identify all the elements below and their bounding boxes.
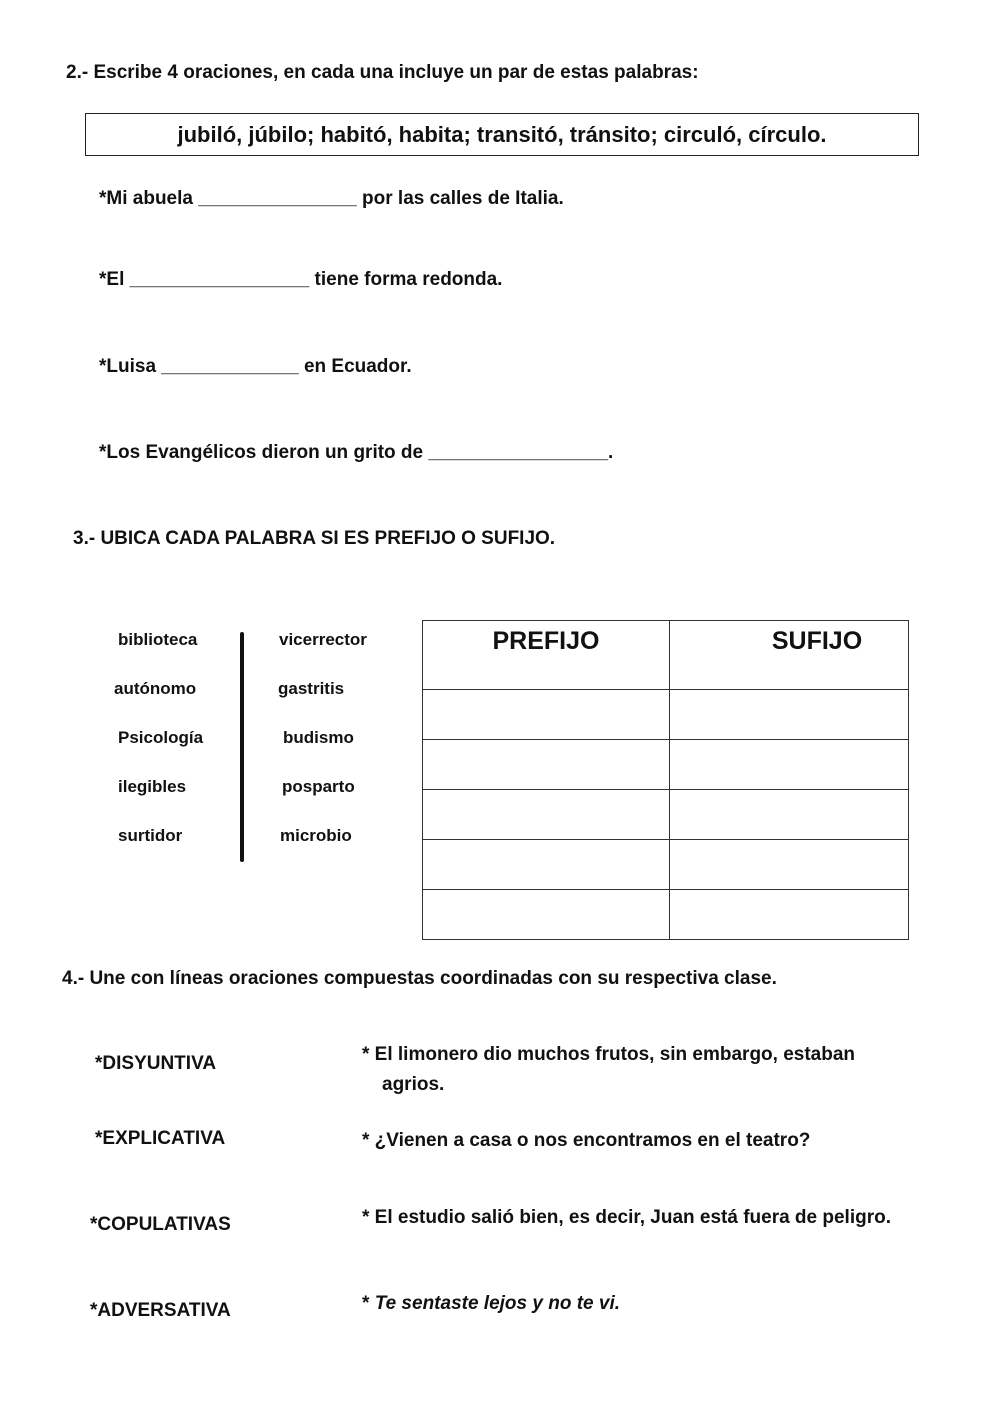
option-2: * ¿Vienen a casa o nos encontramos en el teatro? <box>362 1130 811 1151</box>
word-bank-text: jubiló, júbilo; habitó, habita; transitó, tránsito; circuló, círculo. <box>177 121 827 147</box>
left-word-4: ilegibles <box>118 777 187 796</box>
prefijo-header: PREFIJO <box>423 621 670 690</box>
prefijo-cell[interactable] <box>423 790 670 840</box>
sufijo-cell[interactable] <box>670 840 909 890</box>
right-word-5: microbio <box>280 826 352 845</box>
word-bank-box <box>85 113 919 156</box>
sufijo-cell[interactable] <box>670 890 909 940</box>
option-1-line-1: * El limonero dio muchos frutos, sin embargo, estaban <box>362 1044 856 1065</box>
right-word-1: vicerrector <box>279 630 367 649</box>
left-word-5: surtidor <box>118 826 183 845</box>
sufijo-cell[interactable] <box>670 740 909 790</box>
sentence-2: *El _________________ tiene forma redonda. <box>99 269 503 290</box>
section-3-title: 3.- UBICA CADA PALABRA SI ES PREFIJO O SUFIJO. <box>73 528 556 549</box>
class-disyuntiva: *DISYUNTIVA <box>95 1053 217 1074</box>
section-2-title: 2.- Escribe 4 oraciones, en cada una incluye un par de estas palabras: <box>66 62 699 83</box>
option-1-line-2: agrios. <box>382 1074 445 1095</box>
prefijo-cell[interactable] <box>423 840 670 890</box>
prefijo-cell[interactable] <box>423 890 670 940</box>
class-explicativa: *EXPLICATIVA <box>95 1128 226 1149</box>
right-word-4: posparto <box>282 777 355 796</box>
class-copulativas: *COPULATIVAS <box>90 1214 231 1235</box>
left-word-3: Psicología <box>118 728 204 747</box>
prefijo-cell[interactable] <box>423 740 670 790</box>
section-4-title: 4.- Une con líneas oraciones compuestas coordinadas con su respectiva clase. <box>62 968 777 989</box>
option-1 <box>362 1040 855 1100</box>
option-3: * El estudio salió bien, es decir, Juan está fuera de peligro. <box>362 1207 892 1228</box>
right-word-3: budismo <box>283 728 354 747</box>
prefijo-cell[interactable] <box>423 690 670 740</box>
sufijo-header: SUFIJO <box>670 621 909 690</box>
sufijo-cell[interactable] <box>670 790 909 840</box>
option-4-text: Te sentaste lejos y no te vi. <box>374 1293 621 1314</box>
option-4-bullet: * <box>362 1293 375 1314</box>
right-word-2: gastritis <box>278 679 345 698</box>
option-4 <box>362 1289 620 1319</box>
sentence-4: *Los Evangélicos dieron un grito de _________________. <box>99 442 614 463</box>
word-divider-line <box>240 632 244 862</box>
sentence-3: *Luisa _____________ en Ecuador. <box>99 356 412 377</box>
class-adversativa: *ADVERSATIVA <box>90 1300 231 1321</box>
prefix-suffix-table <box>422 620 909 940</box>
sufijo-cell[interactable] <box>670 690 909 740</box>
left-word-2: autónomo <box>114 679 197 698</box>
left-word-1: biblioteca <box>118 630 198 649</box>
sentence-1: *Mi abuela _______________ por las calles de Italia. <box>99 188 564 209</box>
